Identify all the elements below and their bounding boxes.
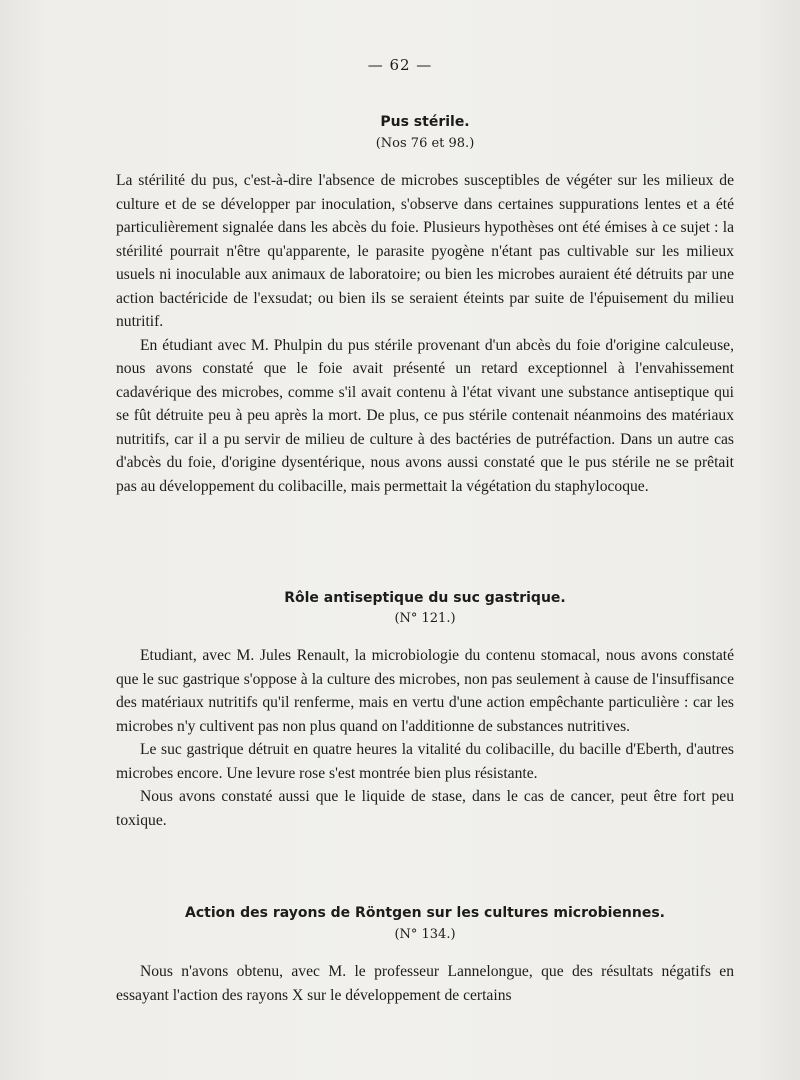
section-reference: (N° 134.) (394, 927, 456, 942)
paragraph: Nous n'avons obtenu, avec M. le professeur Lannelongue, que des résultats négatifs en essayant l'action des rayons X sur le développement de certains (116, 963, 734, 1004)
section-pus-sterile (116, 114, 734, 498)
page-number: — 62 — (367, 56, 433, 74)
paragraph: En étudiant avec M. Phulpin du pus stérile provenant d'un abcès du foie d'origine calculeuse, nous avons constaté que le foie avait présenté un retard exceptionnel à l'envahissement cadavérique des microbes, comme s'il avait contenu à l'état vivant une substance antiseptique qui se fût détruite peu à peu après la mort. De plus, ce pus stérile contenait néanmoins des matériaux nutritifs, car il a pu servir de milieu de culture à des bactéries de putréfaction. Dans un autre cas d'abcès du foie, d'origine dysentérique, nous avons aussi constaté que le pus stérile ne se prêtait pas au développement du colibacille, mais permettait la végétation du staphylocoque. (116, 336, 734, 495)
section-suc-gastrique (116, 590, 734, 832)
paragraph: Etudiant, avec M. Jules Renault, la microbiologie du contenu stomacal, nous avons constaté que le suc gastrique s'oppose à la culture des microbes, non pas seulement à cause de l'insuffisance des matériaux nutritifs qu'il renferme, mais en vertu d'une action empêchante particulière : car les microbes n'y cultivent pas non plus quand on l'additionne de substances nutritives. (116, 647, 734, 735)
section-title: Pus stérile. (380, 114, 470, 130)
section-reference: (Nos 76 et 98.) (375, 136, 475, 151)
paragraph: La stérilité du pus, c'est-à-dire l'absence de microbes susceptibles de végéter sur les milieux de culture et de se développer par inoculation, s'observe dans certaines suppurations lentes et a été particulièrement signalée dans les abcès du foie. Plusieurs hypothèses ont été émises à ce sujet : la stérilité pourrait n'être qu'apparente, le parasite pyogène n'étant pas cultivable sur les milieux usuels ni inoculable aux animaux de laboratoire; ou bien les microbes auraient été détruits par une action bactéricide de l'exsudat; ou bien ils se seraient éteints par suite de l'épuisement du milieu nutritif. (116, 172, 734, 330)
section-rayons-rontgen (116, 905, 734, 1007)
paragraph: Nous avons constaté aussi que le liquide de stase, dans le cas de cancer, peut être fort peu toxique. (116, 788, 734, 829)
section-reference: (N° 121.) (394, 611, 456, 626)
section-title: Rôle antiseptique du suc gastrique. (284, 590, 566, 606)
section-title: Action des rayons de Röntgen sur les cultures microbiennes. (185, 905, 665, 921)
paragraph: Le suc gastrique détruit en quatre heures la vitalité du colibacille, du bacille d'Eberth, d'autres microbes encore. Une levure rose s'est montrée bien plus résistante. (116, 741, 734, 782)
